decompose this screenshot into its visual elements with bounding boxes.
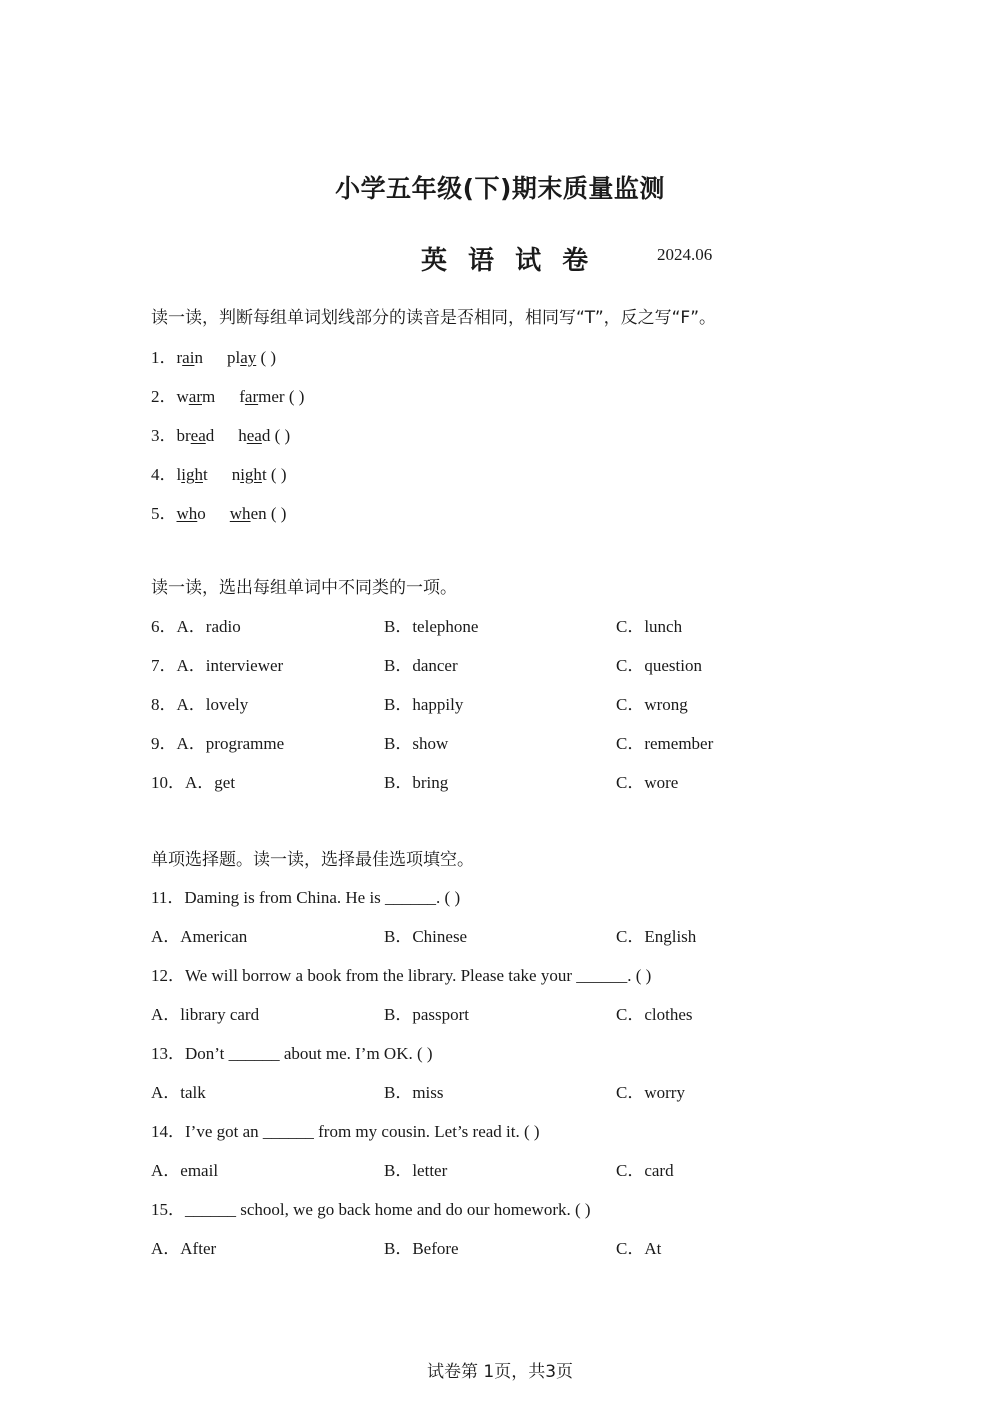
answer-blank[interactable]: ( ) [270,426,291,445]
option-a[interactable]: A．email [151,1161,219,1180]
answer-blank[interactable]: ( ) [266,465,287,484]
question-text: 14．I’ve got an ______ from my cousin. Let’s read it. ( ) [151,1122,540,1141]
section3-instruction: 单项选择题。读一读，选择最佳选项填空。 [151,850,474,870]
exam-title: 小学五年级(下)期末质量监测 [335,174,665,203]
phonics-item [151,499,286,524]
section2-instruction: 读一读，选出每组单词中不同类的一项。 [151,578,457,598]
option-a[interactable]: 9．A．programme [151,734,285,753]
word-b: when [229,504,267,523]
answer-blank[interactable]: ( ) [266,504,287,523]
option-c[interactable]: C．remember [616,734,714,753]
item-number: 4． [151,465,177,484]
option-a[interactable]: A．talk [151,1083,206,1102]
word-a: rain [176,348,203,367]
option-a[interactable]: 7．A．interviewer [151,656,284,675]
exam-date: 2024.06 [657,245,713,264]
option-c[interactable]: C．At [616,1239,662,1258]
phonics-item [151,343,276,368]
word-a: who [176,504,206,523]
word-b: night [231,465,267,484]
word-a: bread [176,426,215,445]
question-text: 11．Daming is from China. He is ______. ( ) [151,888,461,907]
option-c[interactable]: C．lunch [616,617,683,636]
answer-blank[interactable]: ( ) [284,387,305,406]
question-text: 15．______ school, we go back home and do our homework. ( ) [151,1200,591,1219]
option-c[interactable]: C．English [616,927,697,946]
item-number: 2． [151,387,177,406]
item-number: 1． [151,348,177,367]
option-a[interactable]: A．After [151,1239,217,1258]
option-b[interactable]: B．telephone [384,617,479,636]
word-b: head [238,426,271,445]
option-c[interactable]: C．wrong [616,695,688,714]
option-b[interactable]: B．miss [384,1083,444,1102]
item-number: 3． [151,426,177,445]
option-b[interactable]: B．bring [384,773,449,792]
option-b[interactable]: B．Before [384,1239,459,1258]
option-b[interactable]: B．happily [384,695,464,714]
word-a: warm [176,387,216,406]
option-b[interactable]: B．letter [384,1161,448,1180]
option-c[interactable]: C．wore [616,773,679,792]
exam-subtitle: 英 语 试 卷 [421,246,595,276]
option-c[interactable]: C．card [616,1161,674,1180]
option-c[interactable]: C．clothes [616,1005,693,1024]
option-b[interactable]: B．passport [384,1005,469,1024]
item-number: 5． [151,504,177,523]
question-text: 13．Don’t ______ about me. I’m OK. ( ) [151,1044,433,1063]
option-c[interactable]: C．question [616,656,702,675]
option-a[interactable]: A．American [151,927,248,946]
word-b: play [226,348,257,367]
option-a[interactable]: 8．A．lovely [151,695,249,714]
word-a: light [176,465,208,484]
phonics-item [151,460,287,485]
section1-instruction: 读一读，判断每组单词划线部分的读音是否相同，相同写“T”，反之写“F”。 [151,308,717,328]
phonics-item [151,382,304,407]
word-b: farmer [239,387,285,406]
option-a[interactable]: 6．A．radio [151,617,241,636]
option-c[interactable]: C．worry [616,1083,685,1102]
option-b[interactable]: B．Chinese [384,927,468,946]
question-text: 12．We will borrow a book from the library. Please take your ______. ( ) [151,966,652,985]
answer-blank[interactable]: ( ) [256,348,277,367]
page-footer: 试卷第 1页，共3页 [426,1362,574,1382]
phonics-item [151,421,290,446]
option-b[interactable]: B．show [384,734,449,753]
option-a[interactable]: 10．A．get [151,773,236,792]
option-a[interactable]: A．library card [151,1005,260,1024]
option-b[interactable]: B．dancer [384,656,458,675]
